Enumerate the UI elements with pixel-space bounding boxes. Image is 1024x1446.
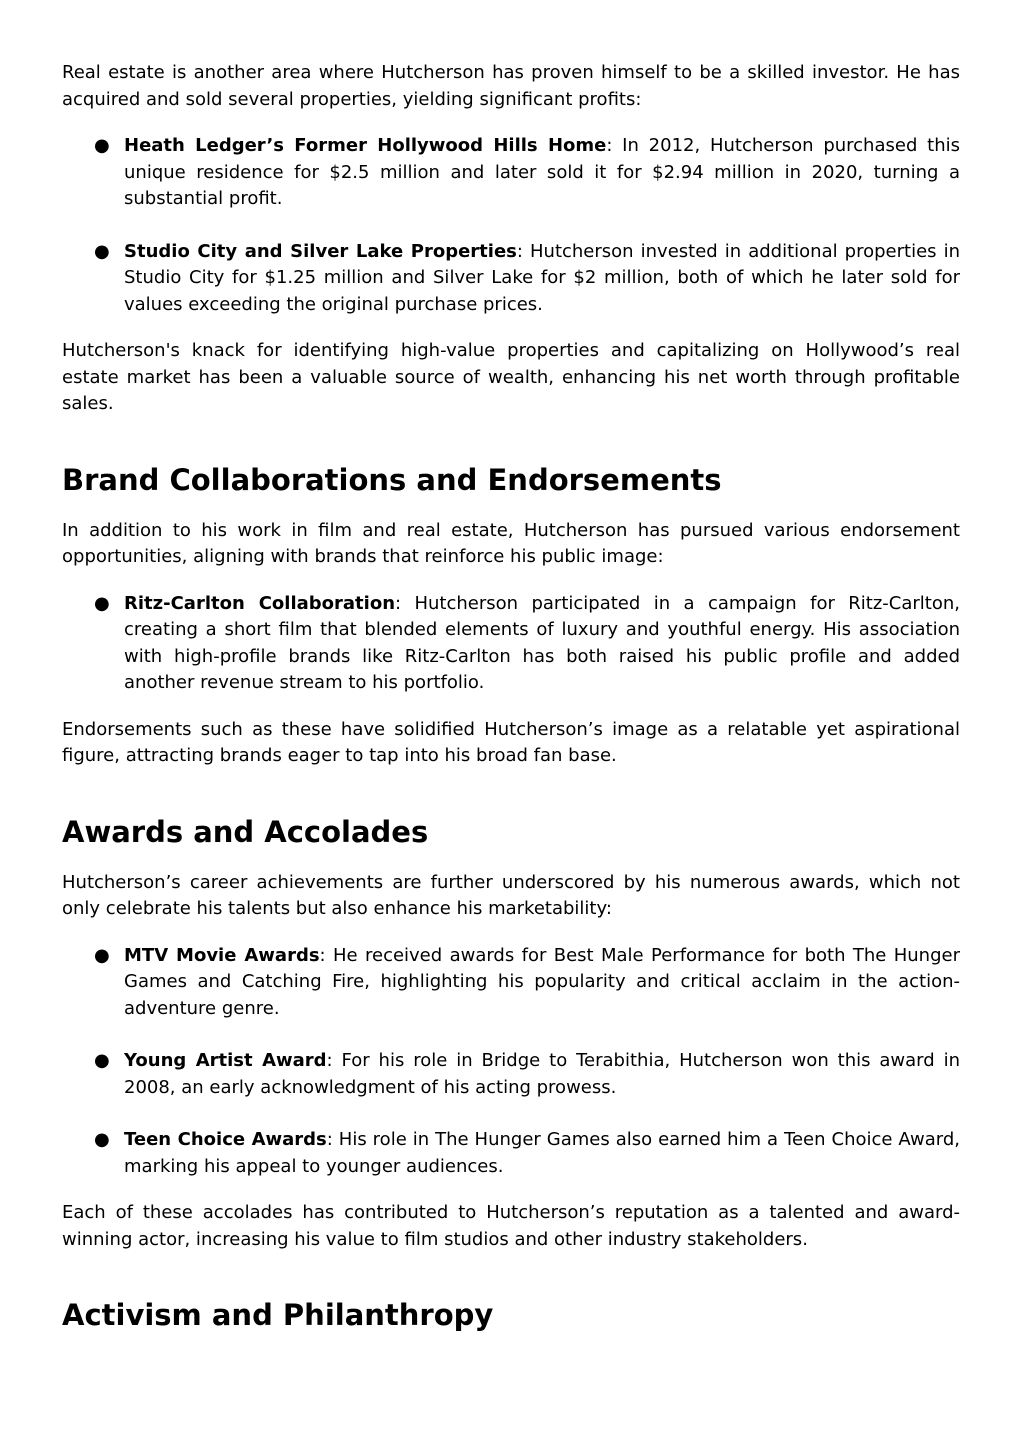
heading-awards: Awards and Accolades (62, 814, 429, 849)
paragraph-awards-summary: Each of these accolades has contributed to Hutcherson’s reputation as a talented and award-winning actor, increasing his value to film studios and other industry stakeholders. (62, 1202, 960, 1250)
list-item-title: Teen Choice Awards (124, 1129, 327, 1150)
list-item-text: : Hutcherson participated in a campaign for Ritz-Carlton, creating a short film that blended elements of luxury and youthful energy. His association with high-profile brands like Ritz-Carlton has both raised his public profile and added another revenue stream to his portfolio. (124, 592, 960, 693)
list-item-text: : In 2012, Hutcherson purchased this unique residence for $2.5 million and later sold it for $2.94 million in 2020, turning a substantial profit. (124, 135, 960, 209)
bullet-icon: ● (94, 944, 110, 966)
paragraph-brand-summary: Endorsements such as these have solidified Hutcherson’s image as a relatable yet aspirational figure, attracting brands eager to tap into his broad fan base. (62, 718, 960, 766)
bullet-icon: ● (94, 240, 110, 262)
list-item-title: Heath Ledger’s Former Hollywood Hills Home (124, 135, 607, 156)
list-item-text: : He received awards for Best Male Performance for both The Hunger Games and Catching Fire, highlighting his popularity and critical acclaim in the action-adventure genre. (124, 944, 960, 1019)
paragraph-real-estate-intro: Real estate is another area where Hutcherson has proven himself to be a skilled investor. He has acquired and sold several properties, yielding significant profits: (62, 62, 960, 110)
heading-activism: Activism and Philanthropy (62, 1298, 494, 1332)
list-item-title: Studio City and Silver Lake Properties (124, 240, 517, 262)
paragraph-brand-intro: In addition to his work in film and real estate, Hutcherson has pursued various endorsement opportunities, aligning with brands that reinforce his public image: (62, 519, 960, 567)
list-item (62, 1048, 960, 1101)
list-item-title: Young Artist Award (124, 1050, 327, 1071)
document-page (62, 60, 960, 1333)
list-item-text: : For his role in Bridge to Terabithia, Hutcherson won this award in 2008, an early acknowledgment of his acting prowess. (124, 1050, 960, 1098)
bullet-icon: ● (94, 135, 110, 156)
list-item-title: MTV Movie Awards (124, 944, 320, 966)
list-item-title: Ritz-Carlton Collaboration (124, 592, 396, 614)
paragraph-real-estate-summary: Hutcherson's knack for identifying high-value properties and capitalizing on Hollywood’s real estate market has been a valuable source of wealth, enhancing his net worth through profitable sales. (62, 340, 960, 414)
brand-list (62, 591, 960, 697)
bullet-icon: ● (94, 1050, 110, 1071)
list-item (62, 591, 960, 697)
bullet-icon: ● (94, 592, 110, 614)
list-item (62, 239, 960, 319)
list-item (62, 943, 960, 1023)
heading-brand-collaborations: Brand Collaborations and Endorsements (62, 462, 722, 497)
paragraph-awards-intro: Hutcherson’s career achievements are further underscored by his numerous awards, which not only celebrate his talents but also enhance his marketability: (62, 871, 960, 919)
bullet-icon: ● (94, 1129, 110, 1150)
list-item-text: : Hutcherson invested in additional properties in Studio City for $1.25 million and Silver Lake for $2 million, both of which he later sold for values exceeding the original purchase prices. (124, 240, 960, 315)
list-item (62, 1127, 960, 1180)
list-item (62, 133, 960, 213)
awards-list (62, 943, 960, 1181)
list-item-text: : His role in The Hunger Games also earned him a Teen Choice Award, marking his appeal to younger audiences. (124, 1129, 960, 1177)
real-estate-list (62, 133, 960, 318)
